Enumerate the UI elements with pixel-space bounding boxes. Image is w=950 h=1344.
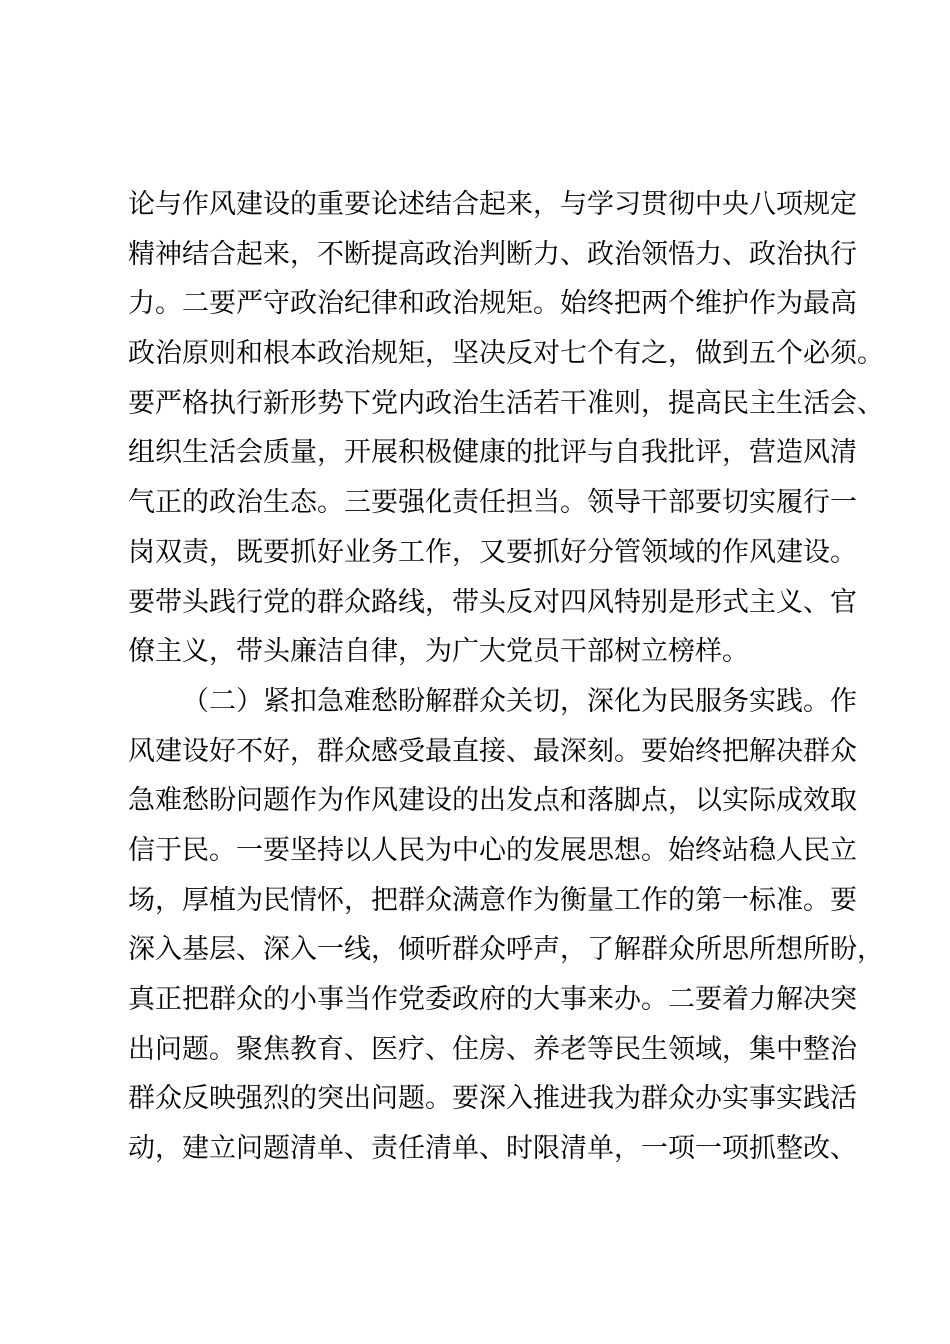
text-line: 岗双责，既要抓好业务工作，又要抓好分管领域的作风建设。 bbox=[128, 536, 857, 568]
text-line: 要带头践行党的群众路线，带头反对四风特别是形式主义、官 bbox=[128, 586, 857, 618]
text-line: 深入基层、深入一线，倾听群众呼声，了解群众所思所想所盼， bbox=[128, 934, 884, 966]
text-line: 论与作风建设的重要论述结合起来，与学习贯彻中央八项规定 bbox=[128, 189, 857, 220]
text-line: 真正把群众的小事当作党委政府的大事来办。二要着力解决突 bbox=[128, 984, 857, 1015]
text-line: 组织生活会质量，开展积极健康的批评与自我批评，营造风清 bbox=[128, 437, 857, 469]
text-line: 要严格执行新形势下党内政治生活若干准则，提高民主生活会、 bbox=[128, 387, 884, 419]
text-line: 气正的政治生态。三要强化责任担当。领导干部要切实履行一 bbox=[128, 487, 857, 519]
text-line: 精神结合起来，不断提高政治判断力、政治领悟力、政治执行 bbox=[128, 238, 857, 270]
text-line: 政治原则和根本政治规矩，坚决反对七个有之，做到五个必须。 bbox=[128, 338, 884, 370]
text-line: 动，建立问题清单、责任清单、时限清单，一项一项抓整改、 bbox=[128, 1133, 857, 1165]
section-heading-line: （二）紧扣急难愁盼解群众关切，深化为民服务实践。作 bbox=[182, 685, 857, 717]
text-line: 力。二要严守政治纪律和政治规矩。始终把两个维护作为最高 bbox=[128, 288, 857, 320]
text-line: 群众反映强烈的突出问题。要深入推进我为群众办实事实践活 bbox=[128, 1083, 857, 1115]
text-line: 僚主义，带头廉洁自律，为广大党员干部树立榜样。 bbox=[128, 636, 749, 668]
text-line: 出问题。聚焦教育、医疗、住房、养老等民生领域，集中整治 bbox=[128, 1033, 857, 1065]
text-line: 急难愁盼问题作为作风建设的出发点和落脚点，以实际成效取 bbox=[128, 785, 857, 817]
text-line: 场，厚植为民情怀，把群众满意作为衡量工作的第一标准。要 bbox=[128, 884, 857, 916]
text-line: 风建设好不好，群众感受最直接、最深刻。要始终把解决群众 bbox=[128, 735, 857, 767]
text-line: 信于民。一要坚持以人民为中心的发展思想。始终站稳人民立 bbox=[128, 834, 857, 866]
body-text bbox=[128, 180, 884, 1174]
